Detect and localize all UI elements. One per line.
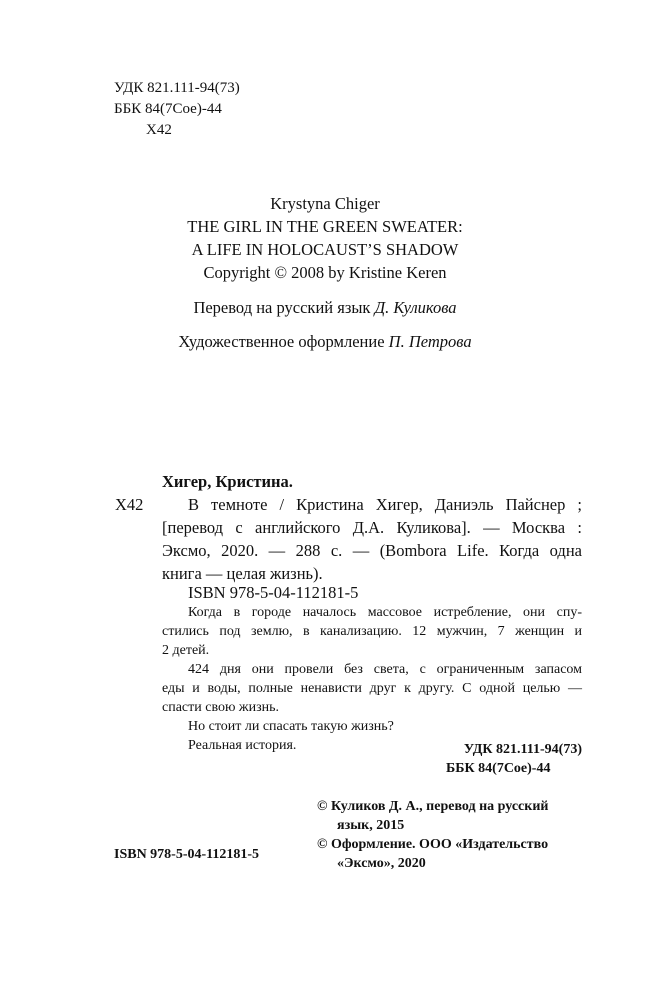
annotation-line: стились под землю, в канализацию. 12 мужчин, 7 женщин и bbox=[162, 624, 582, 639]
author-mark: Х42 bbox=[146, 122, 172, 138]
entry-line: Эксмо, 2020. — 288 с. — (Bombora Life. Когда одна bbox=[162, 541, 582, 560]
bbk-code: ББК 84(7Сое)-44 bbox=[446, 761, 551, 776]
catalog-heading: Хигер, Кристина. bbox=[162, 472, 293, 491]
copyright-block bbox=[317, 797, 582, 873]
annotation-line: спасти свою жизнь. bbox=[162, 700, 280, 715]
catalog-entry bbox=[162, 493, 582, 585]
copyright-line: «Эксмо», 2020 bbox=[337, 856, 426, 871]
bottom-isbn: ISBN 978-5-04-112181-5 bbox=[114, 847, 260, 862]
bottom-classification-codes bbox=[400, 740, 582, 778]
design-label: Художественное оформление bbox=[178, 332, 385, 351]
designer-name: П. Петрова bbox=[388, 332, 472, 351]
udk-code: УДК 821.111-94(73) bbox=[114, 80, 240, 96]
translation-label: Перевод на русский язык bbox=[193, 298, 371, 317]
annotation-line: 424 дня они провели без света, с ограниченным запасом bbox=[188, 662, 582, 677]
annotation-line: Но стоит ли спасать такую жизнь? bbox=[188, 719, 394, 734]
copyright-line: © Куликов Д. А., перевод на русский bbox=[317, 799, 549, 814]
original-title-line2: A LIFE IN HOLOCAUST’S SHADOW bbox=[191, 240, 459, 259]
translator-credit bbox=[0, 296, 650, 319]
catalog-isbn: ISBN 978-5-04-112181-5 bbox=[188, 583, 359, 602]
translator-name: Д. Куликова bbox=[374, 298, 457, 317]
annotation-line: Реальная история. bbox=[188, 738, 297, 753]
entry-line: В темноте / Кристина Хигер, Даниэль Пайснер ; bbox=[188, 495, 582, 514]
top-classification-codes bbox=[114, 78, 240, 141]
bbk-code: ББК 84(7Сое)-44 bbox=[114, 101, 222, 117]
udk-code: УДК 821.111-94(73) bbox=[463, 742, 582, 757]
original-copyright: Copyright © 2008 by Kristine Keren bbox=[203, 263, 447, 282]
original-edition-block bbox=[0, 192, 650, 284]
catalog-mark: Х42 bbox=[115, 495, 144, 514]
designer-credit bbox=[0, 330, 650, 353]
annotation-line: 2 детей. bbox=[162, 643, 210, 658]
entry-line: [перевод с английского Д.А. Куликова]. — Москва : bbox=[162, 518, 582, 537]
original-author: Krystyna Chiger bbox=[270, 194, 380, 213]
annotation-line: еды и воды, полные ненависти друг к другу. С одной целью — bbox=[162, 681, 582, 696]
original-title-line1: THE GIRL IN THE GREEN SWEATER: bbox=[187, 217, 463, 236]
copyright-line: © Оформление. ООО «Издательство bbox=[317, 837, 549, 852]
annotation bbox=[162, 603, 582, 755]
annotation-line: Когда в городе началось массовое истребление, они спу- bbox=[188, 605, 582, 620]
copyright-line: язык, 2015 bbox=[337, 818, 405, 833]
entry-line: книга — целая жизнь). bbox=[162, 564, 323, 583]
